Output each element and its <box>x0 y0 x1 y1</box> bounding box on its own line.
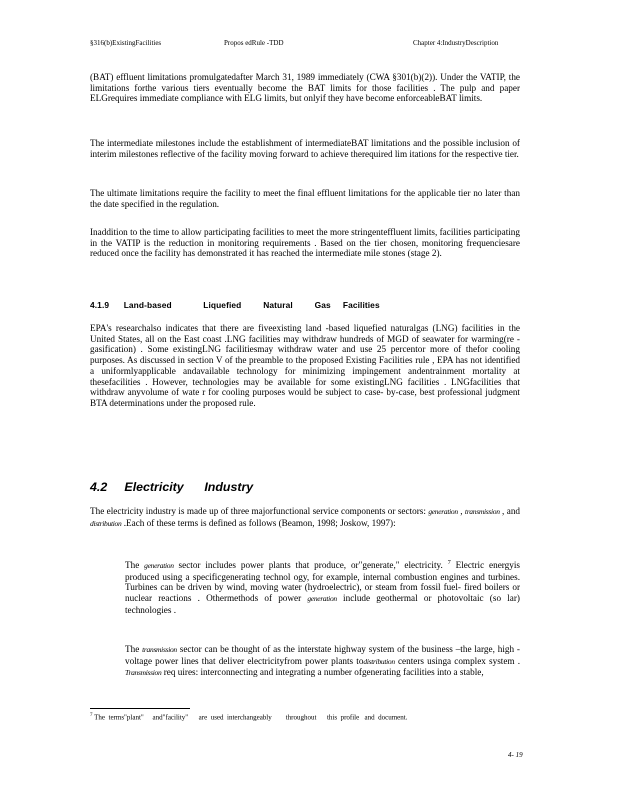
page-number: 4- 19 <box>508 751 523 759</box>
header-right: Chapter 4:IndustryDescription <box>413 39 499 47</box>
term-transmission: transmission <box>464 507 500 516</box>
section-heading-4-2: 4.2 Electricity Industry <box>90 480 254 494</box>
footnote-ref: 7 <box>447 560 451 566</box>
footnote: $^7$ The terms"plant" and"facility" are used interchangeably throughout this profile and document. <box>90 713 408 722</box>
paragraph-lng-facilities: EPA's researchalso indicates that there are fiveexisting land -based liquefied naturalgas (LNG) facilities in the United States, all on the East coast .LNG facilities may withdraw hundreds of MGD of seawater for warming(re - gasification) . Some existingLNG facilitiesmay withdraw water and use 25 percentor more of thefor cooling purposes. As discussed in section V of the preamble to the proposed Existing Facilities rule , EPA has not identified a uniformlyapplicable andavailable technology for minimizing impingement andentrainment mortality at thesefacilities . However, technologies may be available for some existingLNG facilities . LNGfacilities that withdraw anyvolume of wate r for cooling purposes would be subject to case- by-case, best professional judgment BTA determinations under the proposed rule. <box>90 323 520 408</box>
bullet-generation-sector: The generation sector includes power plants that produce, or"generate," electricity. $^7$ Electric energyis produced using a specificgenerating technol ogy, for example, internal combustion engines and turbines. Turbines can be driven by wind, moving water (hydroelectric), or steam from fossil fuel- fired boilers or nuclear reactions . Othermethods of power generation include geothermal or photovoltaic (so lar) technologies . <box>125 560 520 615</box>
paragraph-ultimate-limitations: The ultimate limitations require the facility to meet the final effluent limitations for the applicable tier no later than the date specified in the regulation. <box>90 188 520 209</box>
term-distribution: distribution <box>90 518 122 528</box>
footnote-divider <box>90 708 190 709</box>
bullet-transmission-sector: The transmission sector can be thought of as the interstate highway system of the business –the large, high - voltage power lines that deliver electricityfrom power plants todistribution centers usinga complex system . Transmission req uires: interconnecting and integrating a number ofgenerating facilities into a stable, <box>125 644 520 678</box>
paragraph-electricity-intro: The electricity industry is made up of three majorfunctional service components or sectors: generation , transmission , and distribution .Each of these terms is defined as follows (Beamon, 1998; Joskow, 1997): <box>90 506 521 528</box>
paragraph-monitoring-reduction: Inaddition to the time to allow participating facilities to meet the more stringenteffluent limits, facilities participating in the VATIP is the reduction in monitoring requirements . Based on the tier chosen, monitoring frequenciesare reduced once the facility has demonstrated it has reached the intermediate mile stones (stage 2). <box>90 227 520 259</box>
header-center: Propos edRule -TDD <box>224 39 284 47</box>
paragraph-bat-limits: (BAT) effluent limitations promulgatedafter March 31, 1989 immediately (CWA §301(b)(2)). Under the VATIP, the limitations forthe various tiers eventually become the BAT limits for those facilities . The pulp and paper ELGrequires immediate compliance with ELG limits, but onlyif they have become enforceableBAT limits. <box>90 72 520 104</box>
header-left: §316(b)ExistingFacilities <box>90 39 162 47</box>
paragraph-intermediate-milestones: The intermediate milestones include the establishment of intermediateBAT limitations and the possible inclusion of interim milestones reflective of the facility moving forward to achieve therequired lim itations for the respective tier. <box>90 138 520 159</box>
section-heading-4-1-9: 4.1.9 Land-based Liquefied Natural Gas Facilities <box>90 300 380 310</box>
term-generation: generation <box>428 507 458 516</box>
